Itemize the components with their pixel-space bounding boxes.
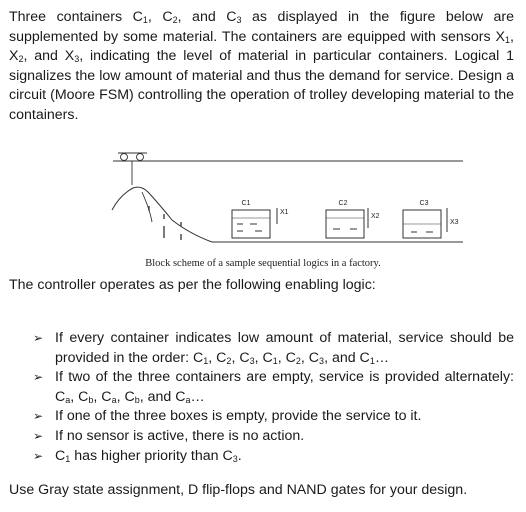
arrow-bullet-icon: ➢ [33, 331, 44, 345]
arrow-bullet-icon: ➢ [33, 448, 44, 463]
subscript: 3 [236, 15, 242, 25]
intro-text: Three containers C [9, 9, 143, 25]
figure-caption: Block scheme of a sample sequential logics in a factory. [145, 258, 381, 269]
intro-text: , and X [23, 48, 75, 65]
trolley-wheel-right [137, 154, 144, 161]
factory-figure [0, 150, 526, 275]
material-pile [112, 187, 212, 242]
material-pile-inner [142, 192, 152, 222]
enabling-logic-list [33, 329, 514, 466]
rule-item: ➢ If no sensor is active, there is no action. [33, 427, 514, 447]
subscript: 3 [74, 54, 80, 65]
rule-item: ➢ If two of the three containers are empty, service is provided alternately: $C_a$, $C_b$, $C_a$, $C_b$, and $C_a\dots$ [33, 369, 514, 405]
controller-lead: The controller operates as per the following enabling logic: [9, 277, 376, 293]
sensor-x1-label: X1 [280, 209, 289, 216]
arrow-bullet-icon: ➢ [33, 428, 44, 443]
container-c2 [326, 200, 380, 238]
rule-item: ➢ $C_1$ has higher priority than $C_3$. [33, 447, 514, 467]
intro-text: , indicating the level of material in particular containers. Logical 1 signalizes the low amount of material and thus the demand for service. Design a circuit (Moore FSM) controlling the operation of trolley developing material to the containers. [9, 48, 514, 123]
container-c1-label: C1 [241, 200, 251, 207]
rule-item: ➢ If one of the three boxes is empty, provide the service to it. [33, 407, 514, 427]
container-c2-label: C2 [338, 200, 348, 207]
subscript: 1 [142, 15, 148, 25]
rule-item: ➢ If every container indicates low amount of material, service should be provided in the order: $C_1$, $C_2$, $C_3$, $C_1$, $C_2$, $C_3$, and $C_1\dots$ [33, 330, 514, 366]
container-c1 [232, 200, 289, 238]
subscript: 2 [172, 15, 178, 25]
container-c3-label: C3 [419, 200, 429, 207]
sensor-x2-label: X2 [371, 213, 380, 220]
intro-text: , C [147, 9, 173, 25]
container-c3 [403, 200, 459, 238]
intro-paragraph [9, 8, 514, 126]
trolley-wheel-left [121, 154, 128, 161]
arrow-bullet-icon: ➢ [33, 370, 44, 385]
sensor-x3-label: X3 [450, 219, 459, 226]
intro-text: , and C [177, 9, 237, 25]
subscript: 1 [505, 34, 511, 45]
closing-instruction: Use Gray state assignment, D flip-flops and NAND gates for your design. [9, 482, 468, 498]
arrow-bullet-icon: ➢ [33, 409, 44, 424]
subscript: 2 [18, 54, 24, 65]
intro-text: as displayed in the figure below are supplemented by some material. The containers are equipped with sensors X [9, 9, 514, 45]
intro-text: , X [9, 28, 514, 65]
